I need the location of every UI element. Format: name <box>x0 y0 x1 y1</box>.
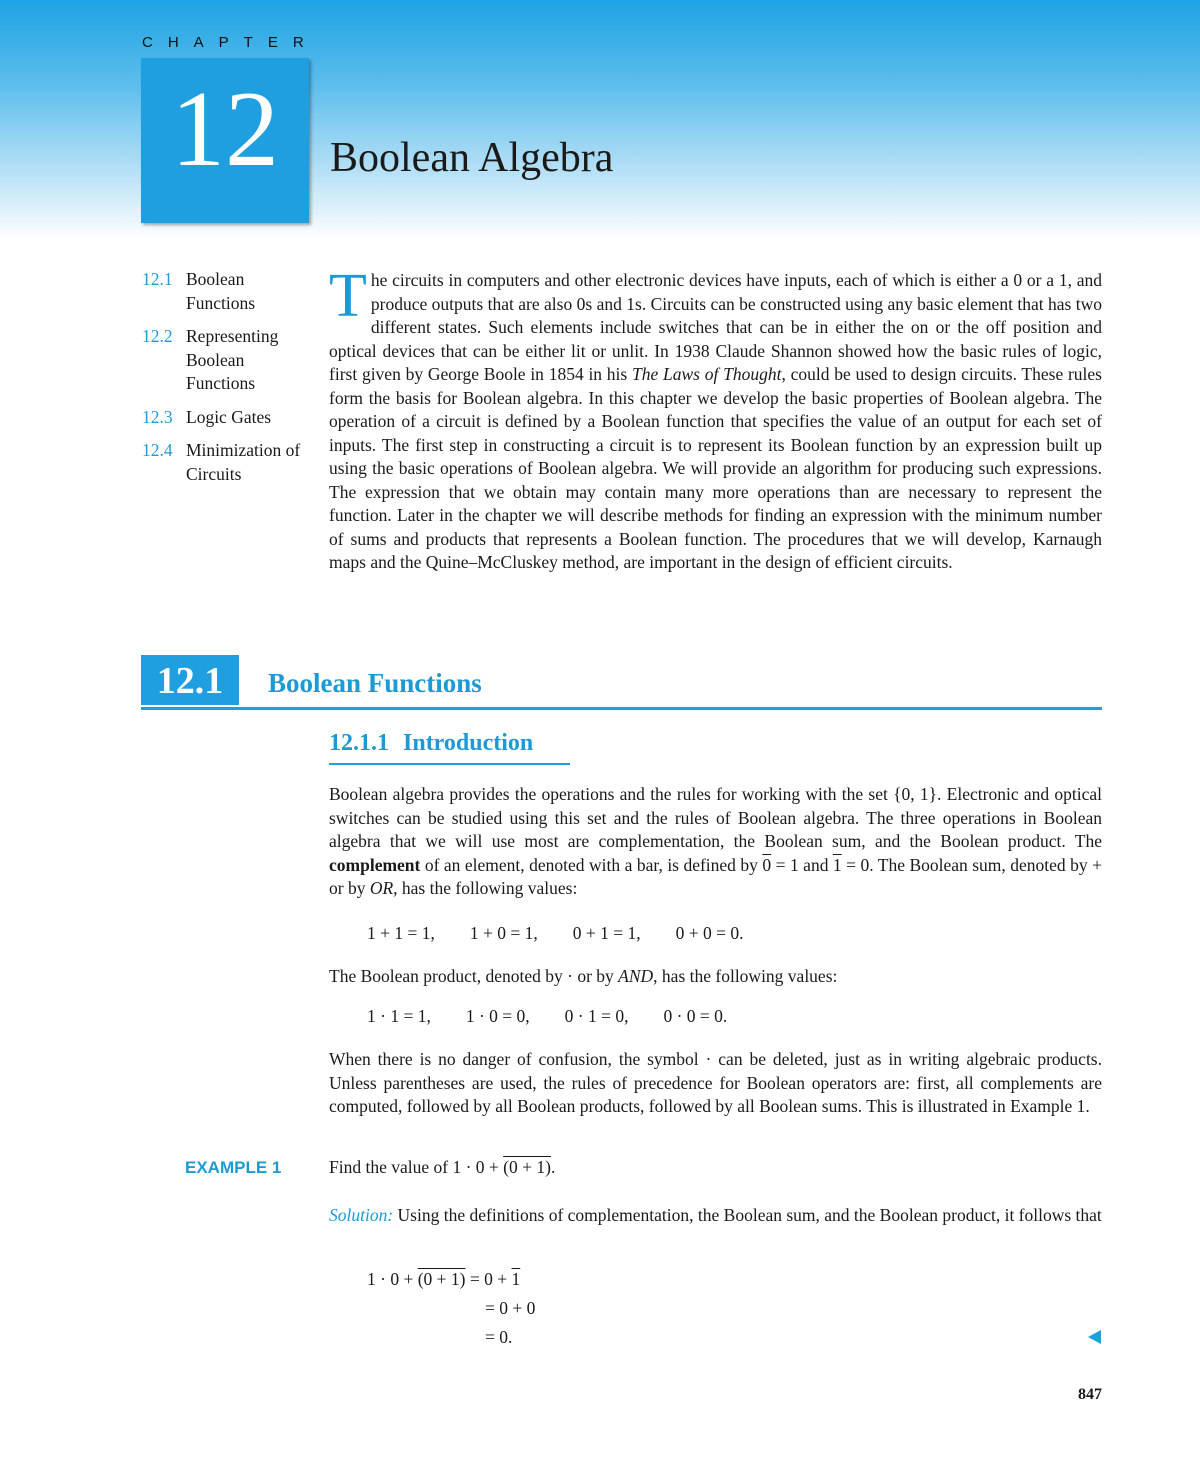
subsection-title: Introduction <box>403 730 534 756</box>
text: Find the value of 1 · 0 + <box>329 1157 504 1177</box>
section-rule <box>141 707 1102 710</box>
subsection-number: 12.1.1 <box>329 730 389 756</box>
derivation-line <box>367 1269 520 1290</box>
overlined-expression: (0 + 1) <box>417 1269 466 1289</box>
toc-item[interactable] <box>142 406 317 430</box>
example-label: EXAMPLE 1 <box>185 1158 282 1177</box>
text: , has the following values: <box>393 878 578 898</box>
drop-cap: T <box>329 262 367 330</box>
overlined-one: 1 <box>832 854 842 875</box>
paragraph <box>329 783 1102 901</box>
product-equations: 1 · 1 = 1, 1 · 0 = 0, 0 · 1 = 0, 0 · 0 = 0. <box>367 1006 728 1026</box>
text: Boolean algebra provides the operations and the rules for working with the set {0, 1}. Electronic and optical switches can be studied using this set and the rules of Boolean algebra. The three operations in Boolean algebra that we will use most are complementation, the Boolean sum, and the Boolean product. The <box>329 784 1102 851</box>
chapter-label: CHAPTER <box>142 34 319 51</box>
text: . <box>550 1157 556 1177</box>
section-title: Boolean Functions <box>268 668 482 698</box>
intro-text: he circuits in computers and other electronic devices have inputs, each of which is either a 0 or a 1, and produce outputs that are also 0s and 1s. Circuits can be constructed using any basic element that has two different states. Such elements include switches that can be in either the on or the off position and optical devices that can be either lit or unlit. In 1938 Claude Shannon showed how the basic rules of logic, first given by George Boole in 1854 in his <box>329 270 1102 384</box>
chapter-number: 12 <box>171 70 279 189</box>
overlined-zero: 0 <box>762 854 772 875</box>
term-complement: complement <box>329 854 421 875</box>
text: Using the definitions of complementation, the Boolean sum, and the Boolean product, it follows that <box>393 1205 1102 1225</box>
toc-number: 12.2 <box>142 326 173 346</box>
derivation-line: = 0. <box>485 1327 513 1347</box>
text: , has the following values: <box>653 966 838 986</box>
intro-text: , could be used to design circuits. These rules form the basis for Boolean algebra. In this chapter we develop the basic properties of Boolean algebra. The operation of a circuit is defined by a Boolean function that specifies the value of an output for each set of inputs. The first step in constructing a circuit is to represent its Boolean function by an expression built up using the basic operations of Boolean algebra. We will provide an algorithm for producing such expressions. The expression that we obtain may contain many more operations than are necessary to represent the function. Later in the chapter we will describe methods for finding an expression with the minimum number of sums and products that represents a Boolean function. The procedures that we will develop, Karnaugh maps and the Quine–McCluskey method, are important in the design of efficient circuits. <box>329 364 1102 572</box>
subsection-heading <box>329 730 570 765</box>
text: = 0 + <box>465 1269 512 1289</box>
toc-number: 12.3 <box>142 406 173 427</box>
toc-item[interactable] <box>142 325 317 396</box>
end-of-example-icon <box>1088 1330 1101 1344</box>
page-number: 847 <box>1078 1386 1102 1403</box>
derivation-line: = 0 + 0 <box>485 1298 536 1318</box>
chapter-title: Boolean Algebra <box>330 135 614 181</box>
solution-label: Solution: <box>329 1205 394 1225</box>
toc-label: Logic Gates <box>186 406 272 427</box>
toc-label: Boolean Functions <box>186 269 256 313</box>
toc-label: Minimization of Circuits <box>186 440 301 484</box>
chapter-toc <box>142 268 317 496</box>
and-operator: AND <box>618 966 654 986</box>
example-question <box>329 1157 555 1178</box>
chapter-intro <box>329 262 1102 575</box>
overlined-expression: (0 + 1) <box>503 1157 551 1177</box>
chapter-number-box <box>141 58 309 223</box>
section-number: 12.1 <box>156 660 224 702</box>
text: The Boolean product, denoted by · or by <box>329 966 619 986</box>
toc-label: Representing Boolean Functions <box>186 326 279 393</box>
solution-paragraph <box>329 1204 1102 1228</box>
toc-item[interactable] <box>142 439 317 486</box>
text: = 1 and <box>771 854 833 875</box>
toc-number: 12.1 <box>142 269 173 289</box>
overlined-one: 1 <box>511 1269 521 1289</box>
paragraph: When there is no danger of confusion, the symbol · can be deleted, just as in writing algebraic products. Unless parentheses are used, the rules of precedence for Boolean operators are: first, all complements are computed, followed by all Boolean products, followed by all Boolean sums. This is illustrated in Example 1. <box>329 1049 1102 1116</box>
section-number-box <box>141 655 239 705</box>
sum-equations: 1 + 1 = 1, 1 + 0 = 1, 0 + 1 = 1, 0 + 0 = 0. <box>367 923 744 943</box>
or-operator: OR <box>369 878 394 898</box>
text: 1 · 0 + <box>367 1269 418 1289</box>
text: of an element, denoted with a bar, is defined by <box>420 854 763 875</box>
toc-number: 12.4 <box>142 440 173 460</box>
text: = 0. The Boolean sum, denoted by + or by <box>329 854 1102 898</box>
paragraph <box>329 965 1102 989</box>
book-title: The Laws of Thought <box>632 364 782 384</box>
toc-item[interactable] <box>142 268 317 315</box>
